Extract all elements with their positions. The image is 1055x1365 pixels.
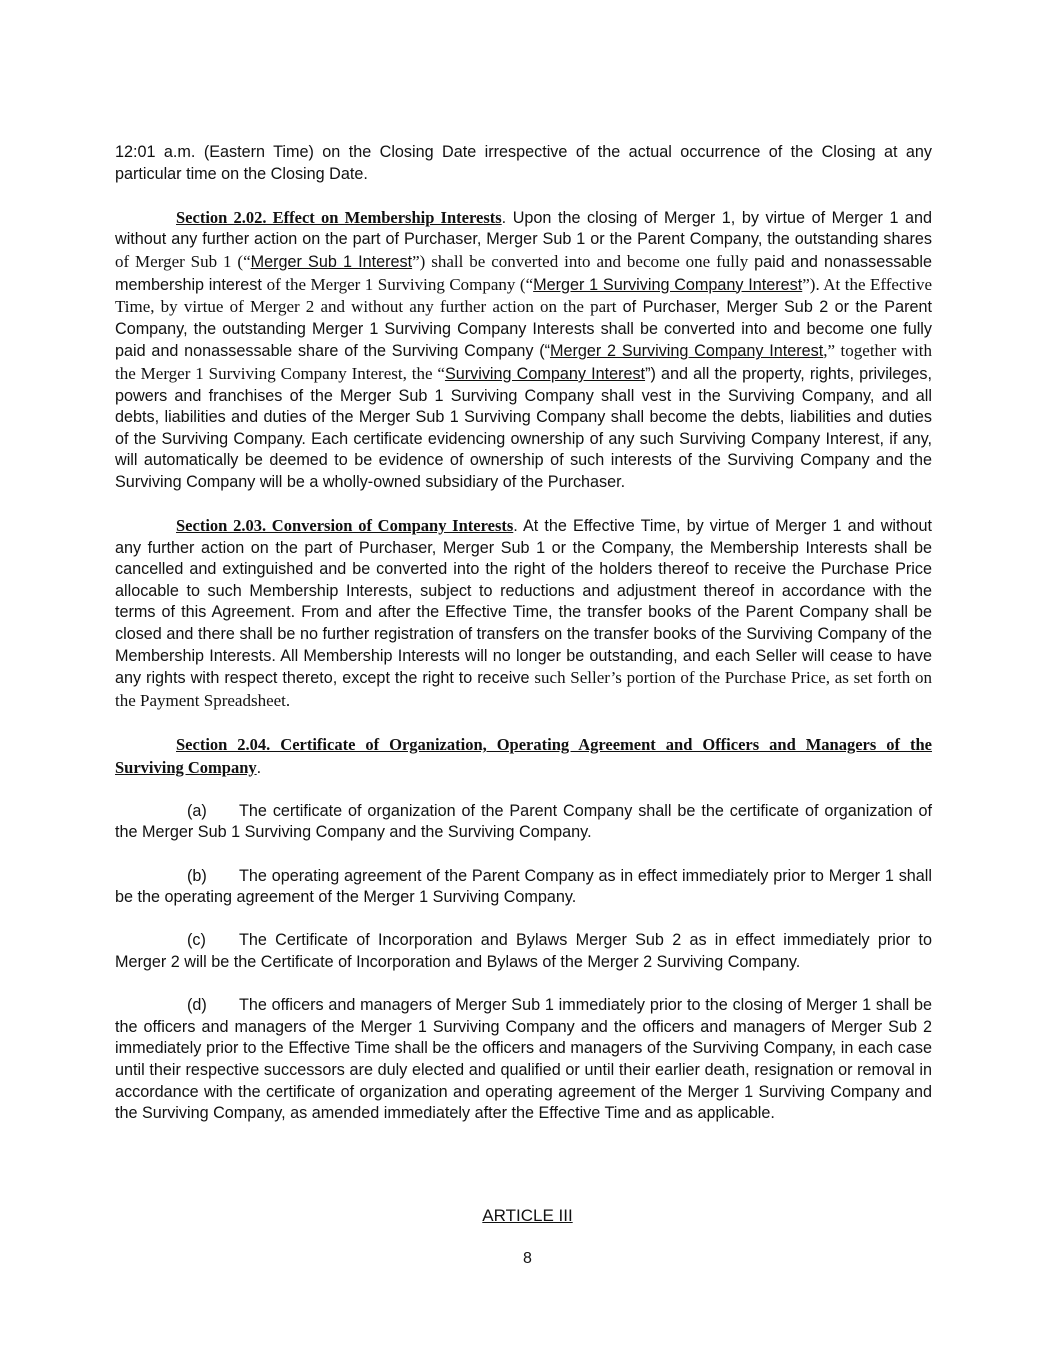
intro-paragraph: 12:01 a.m. (Eastern Time) on the Closing Date irrespective of the actual occurrence of the Closing at any particular time on the Closing Date. [115, 143, 932, 183]
page-number: 8 [523, 1250, 532, 1267]
defined-term: Surviving Company Interest [444, 364, 646, 383]
section-2-03-paragraph: Section 2.03. Conversion of Company Interests. At the Effective Time, by virtue of Merger 1 and without any further action on the part of Purchaser, Merger Sub 1 or the Company, the Membership Interests shall be cancelled and extinguished and be converted into the right of the holders thereof to receive the Purchase Price allocable to such Membership Interests, subject to reductions and adjustment thereof in accordance with the terms of this Agreement. From and after the Effective Time, the transfer books of the Parent Company shall be closed and there shall be no further registration of transfers on the transfer books of the Surviving Company of the Membership Interests. All Membership Interests will no longer be outstanding, and each Seller will cease to have any rights with respect thereto, except the right to receive such Seller’s portion of the Purchase Price, as set forth on the Payment Spreadsheet. [115, 516, 932, 710]
section-2-03-heading: Section 2.03. Conversion of Company Interests [176, 516, 514, 536]
list-item: (a) The certificate of organization of the Parent Company shall be the certificate of organization of the Merger Sub 1 Surviving Company and the Surviving Company. [115, 801, 932, 842]
list-item: (b) The operating agreement of the Parent Company as in effect immediately prior to Merger 1 shall be the operating agreement of the Merger 1 Surviving Company. [115, 866, 932, 907]
section-2-04-heading-paragraph: Section 2.04. Certificate of Organization, Operating Agreement and Officers and Managers of the Surviving Company. [115, 735, 932, 777]
defined-term: Merger 2 Surviving Company Interest [549, 342, 824, 361]
article-heading: ARTICLE III [482, 1206, 573, 1225]
section-2-02-paragraph: Section 2.02. Effect on Membership Interests. Upon the closing of Merger 1, by virtue of Merger 1 and without any further action on the part of Purchaser, Merger Sub 1 or the Parent Company, the outstanding shares of Merger Sub 1 (“Merger Sub 1 Interest”) shall be converted into and become one fully paid and nonassessable membership interest of the Merger 1 Surviving Company (“Merger 1 Surviving Company Interest”). At the Effective Time, by virtue of Merger 2 and without any further action on the part of Purchaser, Merger Sub 2 or the Parent Company, the outstanding Merger 1 Surviving Company Interests shall be converted into and become one fully paid and nonassessable share of the Surviving Company (“Merger 2 Surviving Company Interest,” together with the Merger 1 Surviving Company Interest, the “Surviving Company Interest”) and all the property, rights, privileges, powers and franchises of the Merger Sub 1 Surviving Company shall vest in the Surviving Company, and all debts, liabilities and duties of the Merger Sub 1 Surviving Company shall become the debts, liabilities and duties of the Surviving Company. Each certificate evidencing ownership of any such Surviving Company Interest, if any, will automatically be deemed to be evidence of ownership of such interests of the Surviving Company and the Surviving Company will be a wholly-owned subsidiary of the Purchaser. [115, 207, 933, 491]
document-body [115, 142, 932, 1125]
defined-term: Merger 1 Surviving Company Interest [533, 275, 803, 294]
section-2-04-heading: Section 2.04. Certificate of Organization, Operating Agreement and Officers and Managers of the Surviving Company [115, 735, 932, 777]
list-item: (c) The Certificate of Incorporation and Bylaws Merger Sub 2 as in effect immediately prior to Merger 2 will be the Certificate of Incorporation and Bylaws of the Merger 2 Surviving Company. [115, 931, 932, 971]
section-2-02-heading: Section 2.02. Effect on Membership Interests [176, 207, 502, 227]
list-item: (d) The officers and managers of Merger Sub 1 immediately prior to the closing of Merger 1 shall be the officers and managers of the Merger 1 Surviving Company and the officers and managers of Merger Sub 2 immediately prior to the Effective Time shall be the officers and managers of the Surviving Company, in each case until their respective successors are duly elected and qualified or until their earlier death, resignation or removal in accordance with the certificate of organization and operating agreement of the Merger 1 Surviving Company and the Surviving Company, as amended immediately after the Effective Time and as applicable. [115, 996, 932, 1123]
defined-term: Merger Sub 1 Interest [250, 252, 413, 271]
